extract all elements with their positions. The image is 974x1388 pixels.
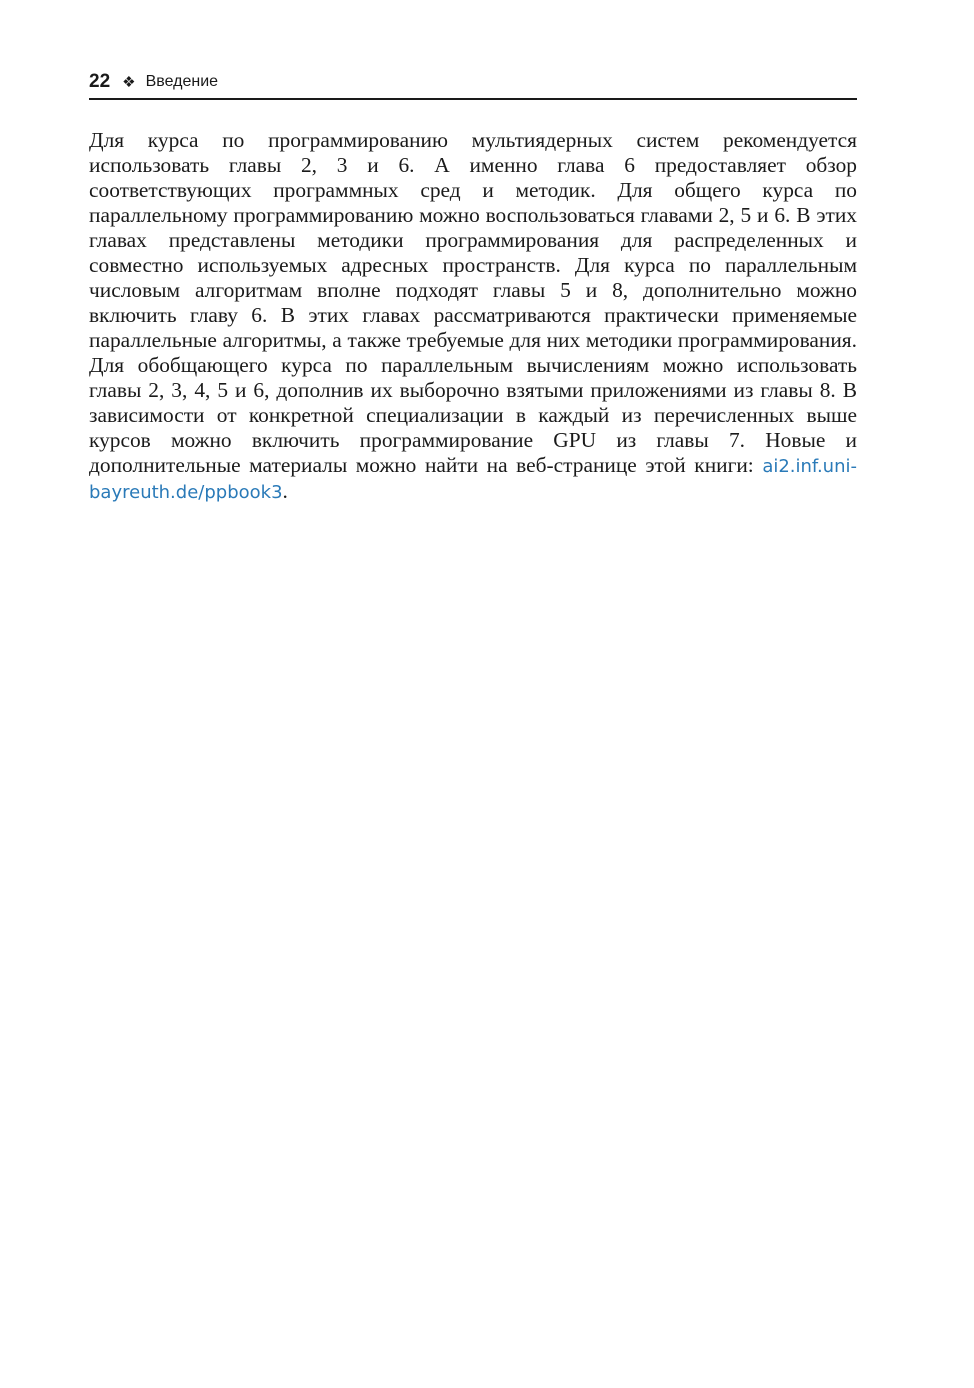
- four-diamond-ornament-icon: ❖: [122, 73, 136, 91]
- book-webpage-link[interactable]: ai2.inf.uni-bayreuth.de/ppbook3: [89, 456, 857, 503]
- paragraph-end-punctuation: .: [282, 479, 288, 503]
- page-number: 22: [89, 71, 111, 92]
- paragraph-text: Для курса по программированию мультиядерных систем рекомендуется использовать главы 2, 3 и 6. А именно глава 6 предоставляет обзор соответствующих программных сред и методик. Для общего курса по параллельному программированию можно воспользоваться главами 2, 5 и 6. В этих главах представлены методики программирования для распределенных и совместно используемых адресных пространств. Для курса по параллельным числовым алгоритмам вполне подходят главы 5 и 8, дополнительно можно включить главу 6. В этих главах рассматриваются практически применяемые параллельные алгоритмы, а также требуемые для них методики программирования. Для обобщающего курса по параллельным вычислениям можно использовать главы 2, 3, 4, 5 и 6, дополнив их выборочно взятыми приложениями из главы 8. В зависимости от конкретной специализации в каждый из перечисленных выше курсов можно включить программирование GPU из главы 7. Новые и дополнительные материалы можно найти на веб-странице этой книги:: [89, 128, 857, 477]
- chapter-title: Введение: [145, 73, 219, 90]
- body-paragraph: [89, 128, 857, 505]
- running-header: [89, 70, 857, 100]
